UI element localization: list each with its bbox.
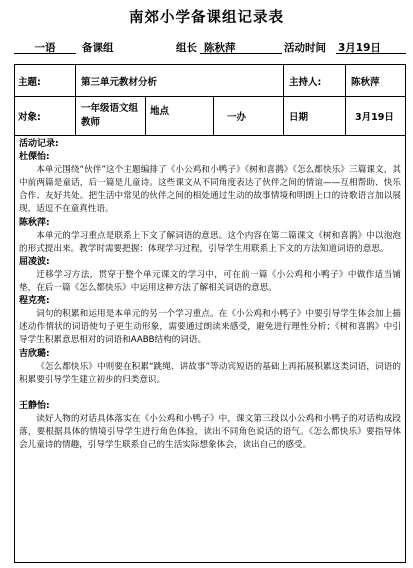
speaker-name: 王静怡:: [19, 400, 50, 411]
header-line: [14, 40, 406, 54]
info-row: [15, 97, 405, 136]
speaker-name: 吉欣璐:: [19, 348, 50, 359]
host-value: 陈秋萍: [351, 76, 380, 88]
grade-value: 一语: [14, 40, 76, 54]
speaker-text: 读好人物的对话具体落实在《小公鸡和小鸭子》中，课文第三段以小公鸡和小鸭子的对话构成段落，要根据具体的情境引导学生进行角色体验，读出不同角色说话的语气。《怎么都快乐》要指导体会儿童诗的情趣，引导学生联系自己的生活实际想象体会，读出自己的感受。: [19, 413, 401, 451]
leader-value: 陈秋萍: [200, 40, 282, 54]
activity-record: [15, 136, 405, 562]
leader-label: 组长: [176, 42, 197, 54]
speaker-text: 迁移学习方法，贯穿于整个单元课文的学习中，可在前一篇《小公鸡和小鸭子》中做作适当铺垫，在后一篇《怎么都快乐》中运用这种方法了解相关词语的意思。: [19, 269, 401, 294]
audience-label: 对象:: [18, 112, 41, 123]
topic-value: 第三单元教材分析: [81, 76, 158, 88]
record-heading: 活动记录:: [19, 139, 59, 149]
place-label: 地点: [150, 106, 170, 117]
speaker-text: 词句的积累和运用是本单元的另一个学习重点。在《小公鸡和小鸭子》中要引导学生体会加上描述动作情状的词语使句子更生动形象，需要通过朗读来感受，避免进行理性分析；《树和喜鹊》中引导学生积累意思相对的词语和AABB结构的词语。: [19, 309, 401, 346]
date-label: 日期: [289, 112, 309, 123]
date-value: 3月19日: [355, 112, 394, 123]
topic-label: 主题:: [18, 76, 41, 88]
place-value: 一办: [227, 112, 247, 123]
speaker-text: 本单元围绕“伙伴”这个主题编排了《小公鸡和小鸭子》《树和喜鹊》《怎么都快乐》三篇课文，其中前两篇是童话，后一篇是儿童诗。这些课文从不同角度表达了伙伴之间的情谊——互相帮助、快乐合作、友好共处。把生活中常见的伙伴之间的相处通过生动的故事情境和明朗上口的诗歌语言加以展现，适逗不在童真性语。: [19, 165, 401, 215]
topic-row: [15, 65, 405, 97]
time-value: 3月19日: [336, 40, 406, 54]
speaker-text: 本单元的学习重点是联系上下文了解词语的意思。这个内容在第二篇课文《树和喜鹊》中以泡泡的形式提出来。教学时需要把握：体现学习过程，引导学生用联系上下文的方法知道词语的意思。: [19, 230, 401, 254]
speaker-name: 杜傈怡:: [19, 152, 50, 163]
audience-value: 一年级语文组教师: [81, 103, 139, 128]
speaker-name: 程克亮:: [19, 296, 50, 307]
time-label: 活动时间: [284, 42, 326, 54]
record-table: [14, 64, 406, 563]
speaker-text: 《怎么都快乐》中则要在积累“跳绳、讲故事”等动宾短语的基础上再拓展积累这类词语，词语的积累要引导学生建立初步的归类意识。: [19, 361, 401, 385]
speaker-name: 陈秋萍:: [19, 217, 50, 228]
speaker-name: 屈凌波:: [19, 256, 50, 267]
group-label: 备课组: [82, 42, 114, 54]
page-title: 南郊小学备课组记录表: [129, 9, 284, 26]
host-label: 主持人:: [289, 76, 322, 88]
